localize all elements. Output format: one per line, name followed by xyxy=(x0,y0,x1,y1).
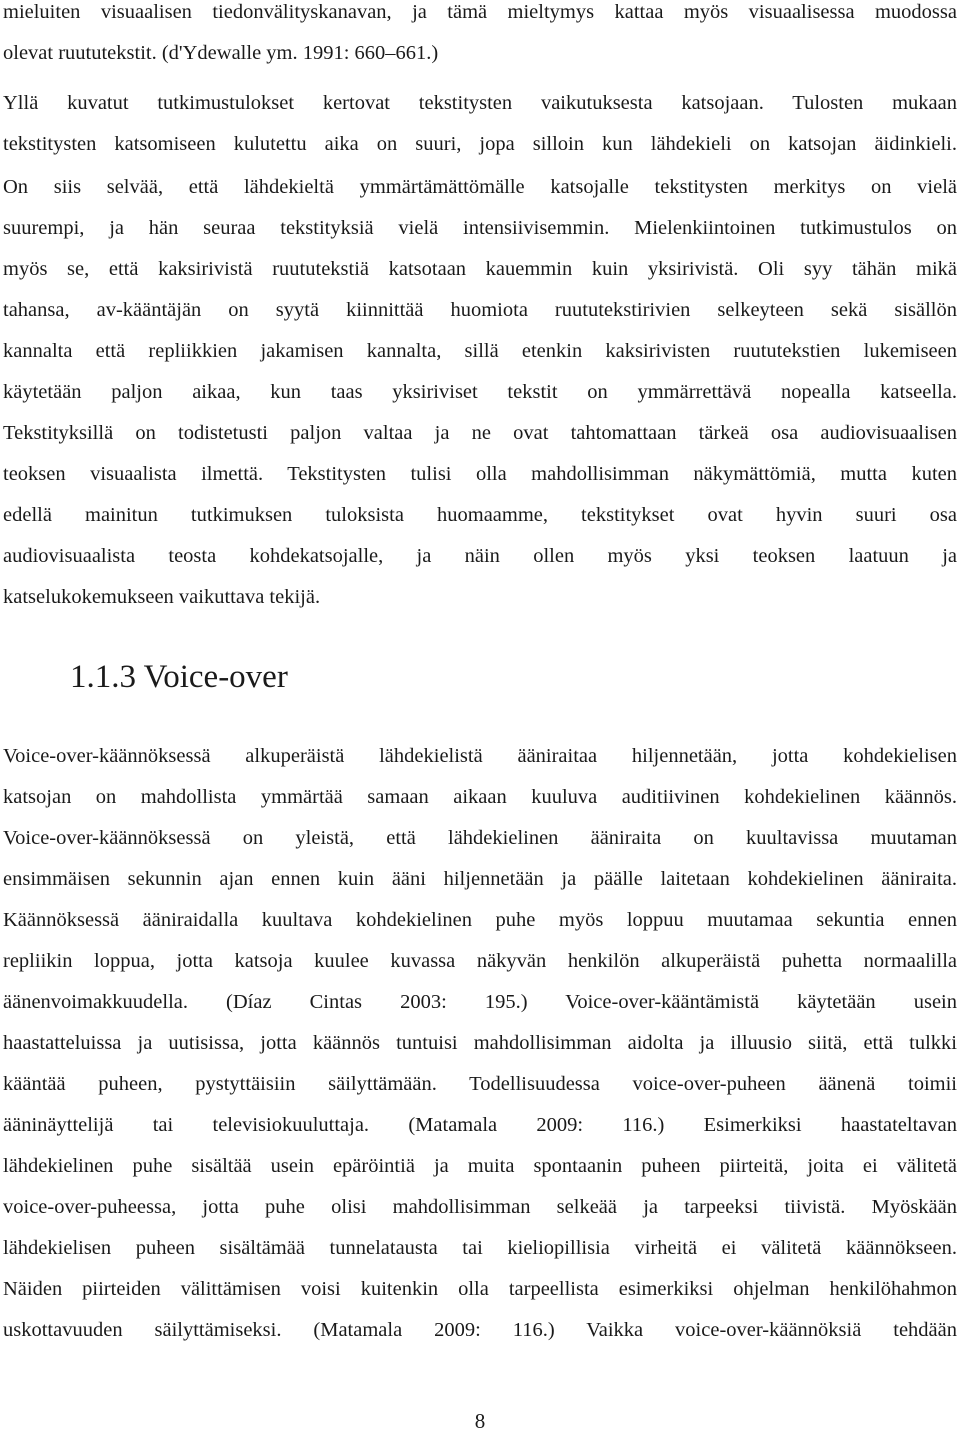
text-line: Näiden piirteiden välittämisen voisi kuitenkin olla tarpeellista esimerkiksi ohjelman henkilöhahmon xyxy=(3,1278,957,1300)
text-line: Tekstityksillä on todistetusti paljon valtaa ja ne ovat tahtomattaan tärkeä osa audiovisuaalisen xyxy=(3,422,957,444)
text-line: ensimmäisen sekunnin ajan ennen kuin ääni hiljennetään ja päälle laitetaan kohdekielinen ääniraita. xyxy=(3,868,957,890)
text-line: edellä mainitun tutkimuksen tuloksista huomaamme, tekstitykset ovat hyvin suuri osa xyxy=(3,504,957,526)
text-line: äänenvoimakkuudella. (Díaz Cintas 2003: 195.) Voice-over-kääntämistä käytetään usein xyxy=(3,991,957,1013)
text-line: mieluiten visuaalisen tiedonvälityskanavan, ja tämä mieltymys kattaa myös visuaalisessa muodossa xyxy=(3,1,957,23)
text-line: Voice-over-käännöksessä on yleistä, että lähdekielinen ääniraita on kuultavissa muutaman xyxy=(3,827,957,849)
text-line: ääninäyttelijä tai televisiokuuluttaja. (Matamala 2009: 116.) Esimerkiksi haastateltavan xyxy=(3,1114,957,1136)
text-line: Käännöksessä ääniraidalla kuultava kohdekielinen puhe myös loppuu muutamaa sekuntia ennen xyxy=(3,909,957,931)
text-line: voice-over-puheessa, jotta puhe olisi mahdollisimman selkeää ja tarpeeksi tiivistä. Myöskään xyxy=(3,1196,957,1218)
text-line: teoksen visuaalista ilmettä. Tekstitysten tulisi olla mahdollisimman näkymättömiä, mutta kuten xyxy=(3,463,957,485)
text-line: Voice-over-käännöksessä alkuperäistä lähdekielistä ääniraitaa hiljennetään, jotta kohdekielisen xyxy=(3,745,957,767)
text-line: käytetään paljon aikaa, kun taas yksiriviset tekstit on ymmärrettävä nopealla katseella. xyxy=(3,381,957,403)
page-number: 8 xyxy=(474,1409,486,1433)
text-line: lähdekielisen puheen sisältämää tunnelatausta tai kieliopillisia virheitä ei välitetä käännökseen. xyxy=(3,1237,957,1259)
section-heading: 1.1.3 Voice-over xyxy=(70,659,288,695)
text-line: lähdekielinen puhe sisältää usein epäröintiä ja muita spontaanin puheen piirteitä, joita ei välitetä xyxy=(3,1155,957,1177)
text-line: katselukokemukseen vaikuttava tekijä. xyxy=(3,586,321,608)
text-line: kannalta että repliikkien jakamisen kannalta, sillä etenkin kaksirivisten ruututekstien lukemiseen xyxy=(3,340,957,362)
text-line: tahansa, av-kääntäjän on syytä kiinnittää huomiota ruututekstirivien selkeyteen sekä sisällön xyxy=(3,299,957,321)
text-line: uskottavuuden säilyttämiseksi. (Matamala 2009: 116.) Vaikka voice-over-käännöksiä tehdään xyxy=(3,1319,957,1341)
text-line: tekstitysten katsomiseen kulutettu aika on suuri, jopa silloin kun lähdekieli on katsojan äidinkieli. xyxy=(3,133,957,155)
text-line: Yllä kuvatut tutkimustulokset kertovat tekstitysten vaikutuksesta katsojaan. Tulosten mukaan xyxy=(3,92,957,114)
text-line: suurempi, ja hän seuraa tekstityksiä vielä intensiivisemmin. Mielenkiintoinen tutkimustulos on xyxy=(3,217,957,239)
text-line: katsojan on mahdollista ymmärtää samaan aikaan kuuluva auditiivinen kohdekielinen käännös. xyxy=(3,786,957,808)
text-line: repliikin loppua, jotta katsoja kuulee kuvassa näkyvän henkilön alkuperäistä puhetta normaalilla xyxy=(3,950,957,972)
text-line: haastatteluissa ja uutisissa, jotta käännös tuntuisi mahdollisimman aidolta ja illuusio siitä, että tulkki xyxy=(3,1032,957,1054)
text-line: kääntää puheen, pystyttäisiin säilyttämään. Todellisuudessa voice-over-puheen äänenä toimii xyxy=(3,1073,957,1095)
text-line: On siis selvää, että lähdekieltä ymmärtämättömälle katsojalle tekstitysten merkitys on vielä xyxy=(3,176,957,198)
text-line: audiovisuaalista teosta kohdekatsojalle, ja näin ollen myös yksi teoksen laatuun ja xyxy=(3,545,957,567)
text-line: myös se, että kaksirivistä ruututekstiä katsotaan kauemmin kuin yksirivistä. Oli syy tähän mikä xyxy=(3,258,957,280)
text-line: olevat ruututekstit. (d'Ydewalle ym. 1991: 660–661.) xyxy=(3,42,439,64)
